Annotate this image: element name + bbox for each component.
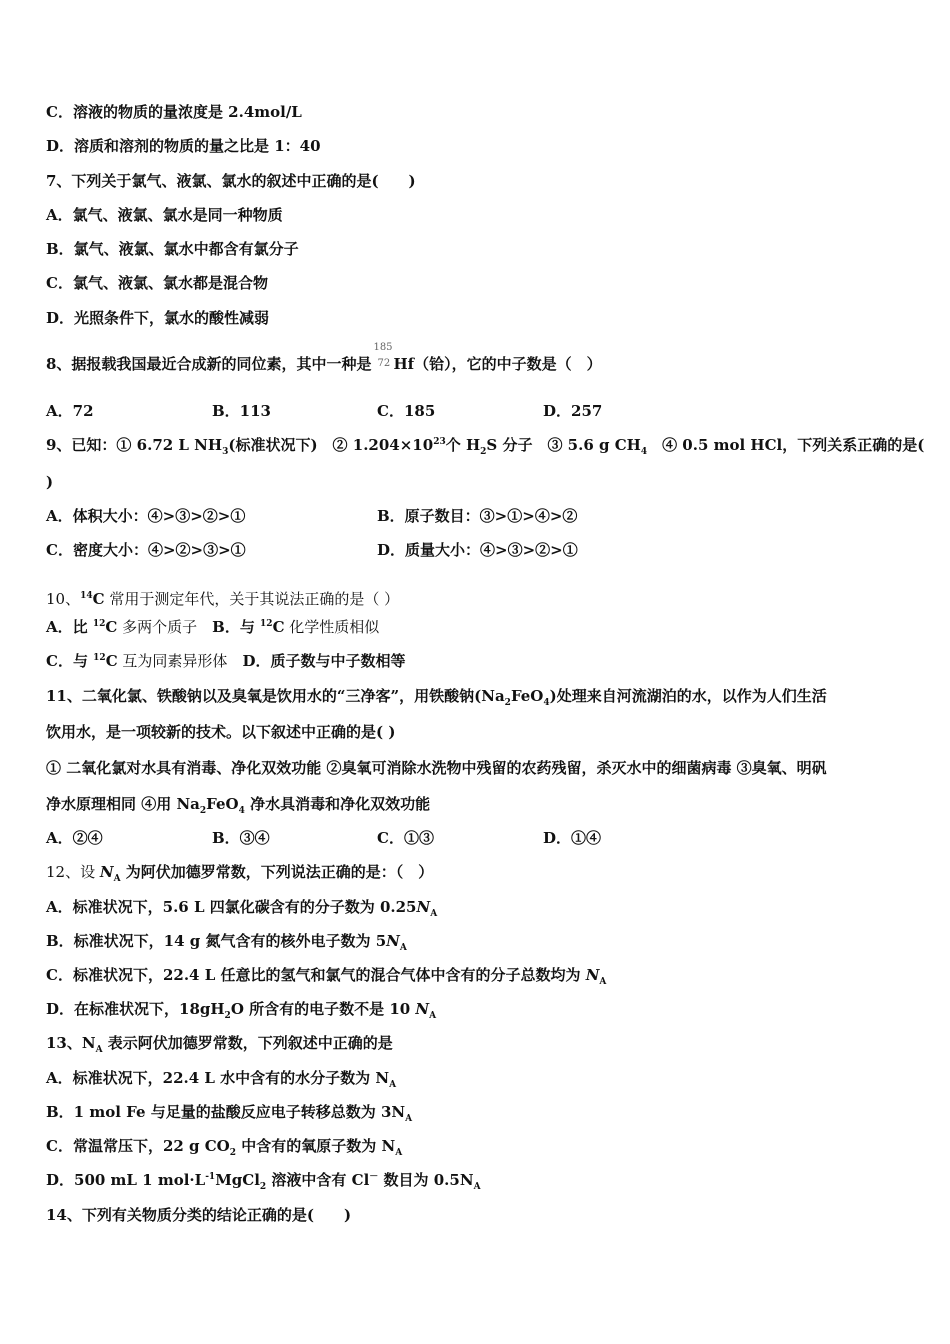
q11-statements-line2: 净水原理相同 ④用 $Na_2FeO_4$ 净水具消毒和净化双效功能: [46, 795, 431, 816]
q9-stem-continuation: ): [46, 473, 54, 491]
q12-option-c: C．标准状况下，22.4 L 任意比的氢气和氯气的混合气体中含有的分子总数均为 $N_A$: [46, 966, 607, 987]
q12-stem: 12、设 $N_A$ 为阿伏加德罗常数，下列说法正确的是：（ ）: [46, 863, 434, 884]
q8-option-a: A．72: [46, 402, 94, 420]
q10-stem: 10、$^{14}$C 常用于测定年代，关于其说法正确的是（ ）: [46, 590, 400, 608]
q7-option-c: C．氯气、液氯、氯水都是混合物: [46, 274, 268, 292]
q12-option-b: B．标准状况下，14 g 氮气含有的核外电子数为 $5N_A$: [46, 932, 407, 953]
q8-option-c: C．185: [377, 402, 436, 420]
q11-statements-line1: ① 二氧化氯对水具有消毒、净化双效功能 ②臭氧可消除水洗物中残留的农药残留，杀灭水中的细菌病毒 ③臭氧、明矾: [46, 759, 827, 777]
q10-options-ab: A．比 $^{12}$C 多两个质子 B．与 $^{12}$C 化学性质相似: [46, 618, 380, 636]
q8-option-d: D．257: [543, 402, 603, 420]
q8-stem: 8、据报载我国最近合成新的同位素，其中一种是 185 72 Hf（铪），它的中子数是（ ）: [46, 342, 602, 373]
q11-option-a: A．②④: [46, 829, 103, 847]
q9-option-b: B．原子数目：③>①>④>②: [377, 507, 578, 525]
q14-stem: 14、下列有关物质分类的结论正确的是( ): [46, 1206, 352, 1224]
q11-option-c: C．①③: [377, 829, 434, 847]
q13-option-d: D．500 mL 1 $mol\cdot L^{-1}MgCl_2$ 溶液中含有 Cl－ 数目为 $0.5N_A$: [46, 1171, 481, 1192]
q13-stem: 13、$N_A$ 表示阿伏加德罗常数，下列叙述中正确的是: [46, 1034, 393, 1055]
q6-option-c: C．溶液的物质的量浓度是 2.4mol/L: [46, 103, 302, 121]
q11-option-d: D．①④: [543, 829, 602, 847]
q13-option-b: B．1 mol Fe 与足量的盐酸反应电子转移总数为 $3N_A$: [46, 1103, 413, 1124]
q12-option-d: D．在标准状况下，$18gH_2O$ 所含有的电子数不是 10 $N_A$: [46, 1000, 437, 1021]
q8-option-b: B．113: [212, 402, 271, 420]
q9-option-c: C．密度大小：④>②>③>①: [46, 541, 246, 559]
q10-options-cd: C．与 $^{12}$C 互为同素异形体 D．质子数与中子数相等: [46, 652, 406, 670]
q7-stem: 7、下列关于氯气、液氯、氯水的叙述中正确的是( ): [46, 172, 416, 190]
q9-option-a: A．体积大小：④>③>②>①: [46, 507, 246, 525]
q12-option-a: A．标准状况下，5.6 L 四氯化碳含有的分子数为 $0.25N_A$: [46, 898, 438, 919]
hf-isotope-notation: 185 72: [373, 342, 393, 369]
q7-option-b: B．氯气、液氯、氯水中都含有氯分子: [46, 240, 299, 258]
q6-option-d: D．溶质和溶剂的物质的量之比是 1：40: [46, 137, 321, 155]
q7-option-d: D．光照条件下，氯水的酸性减弱: [46, 309, 270, 327]
q11-stem-line1: 11、二氧化氯、铁酸钠以及臭氧是饮用水的“三净客”，用铁酸钠$(Na_2FeO_4)$处理来自河流湖泊的水，以作为人们生活: [46, 687, 827, 708]
q11-option-b: B．③④: [212, 829, 270, 847]
q7-option-a: A．氯气、液氯、氯水是同一种物质: [46, 206, 283, 224]
q9-option-d: D．质量大小：④>③>②>①: [377, 541, 578, 559]
q11-stem-line2: 饮用水，是一项较新的技术。以下叙述中正确的是( ): [46, 723, 396, 741]
q9-stem: 9、已知：① 6.72 L $NH_3$(标准状况下) ② $1.204\times 10^{23}$个 $H_2S$ 分子 ③ 5.6 g $CH_4$ ④ 0.5 mol HCl，下列关系正确的是(: [46, 436, 925, 457]
q13-option-c: C．常温常压下，22 g $CO_2$ 中含有的氧原子数为 $N_A$: [46, 1137, 403, 1158]
q13-option-a: A．标准状况下，22.4 L 水中含有的水分子数为 $N_A$: [46, 1069, 397, 1090]
